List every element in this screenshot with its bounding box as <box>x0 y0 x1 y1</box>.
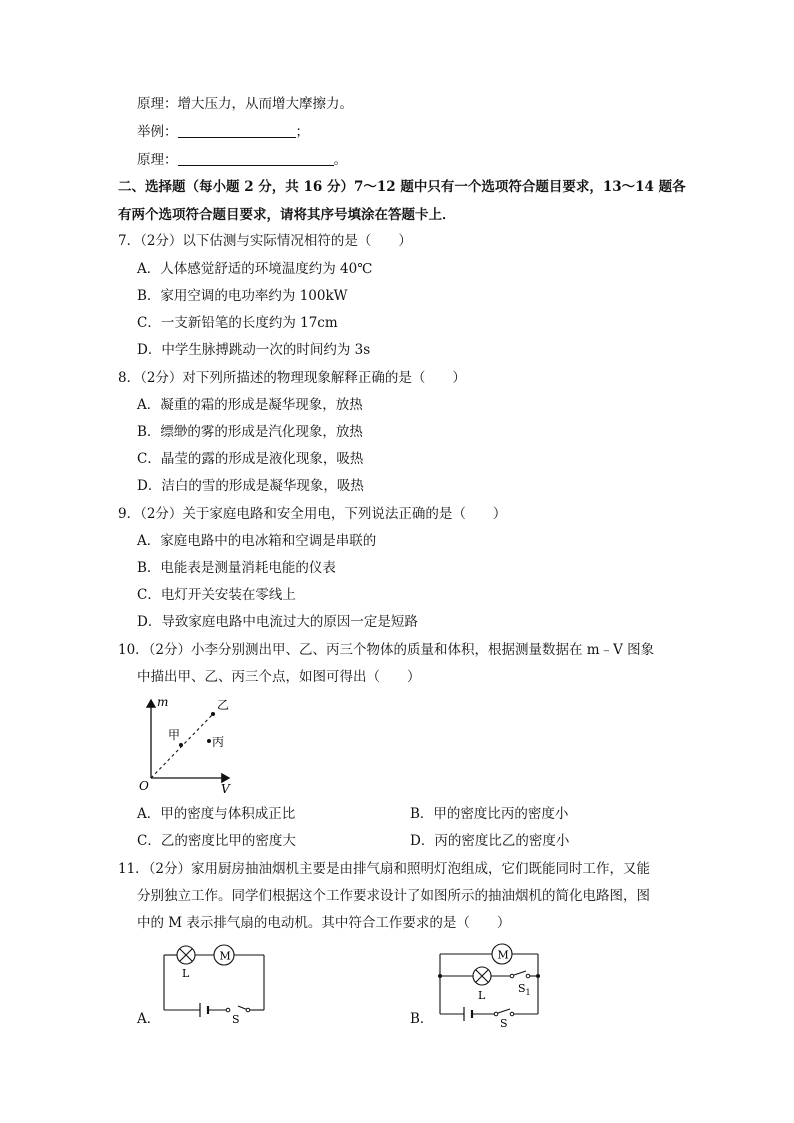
y-axis-label: m <box>157 695 169 709</box>
q7-option-c[interactable]: C．一支新铅笔的长度约为 17cm <box>137 315 338 331</box>
principle-answer-blank[interactable] <box>178 151 334 166</box>
q9-option-d[interactable]: D．导致家庭电路中电流过大的原因一定是短路 <box>137 614 418 630</box>
x-axis-label: V <box>221 782 230 796</box>
q8-option-c[interactable]: C．晶莹的露的形成是液化现象，吸热 <box>137 451 364 467</box>
q11-stem-line-1: 11．（2分）家用厨房抽油烟机主要是由排气扇和照明灯泡组成，它们既能同时工作，又能 <box>118 861 651 877</box>
q9-stem: 9．（2分）关于家庭电路和安全用电，下列说法正确的是（ ） <box>118 506 507 522</box>
point-bing <box>207 739 211 743</box>
circuit-a <box>158 940 270 1024</box>
q11-stem-line-2: 分别独立工作。同学们根据这个工作要求设计了如图所示的抽油烟机的简化电路图，图 <box>137 888 650 904</box>
q10-option-b[interactable]: B．甲的密度比丙的密度小 <box>410 806 569 822</box>
label-bing: 丙 <box>212 735 225 749</box>
origin-label: O <box>139 779 149 793</box>
lamp-icon <box>177 946 195 964</box>
lamp-icon <box>473 967 491 985</box>
battery-icon <box>200 1003 208 1017</box>
switch-contact-icon <box>510 1012 514 1016</box>
junction-dot <box>438 974 442 978</box>
q10-option-d[interactable]: D．丙的密度比乙的密度小 <box>410 833 570 849</box>
q10-option-c[interactable]: C．乙的密度比甲的密度大 <box>137 833 296 849</box>
circuit-b <box>432 938 547 1028</box>
example-line <box>137 123 309 141</box>
motor-label: M <box>219 949 231 963</box>
q10-stem-line-1: 10．（2分）小李分别测出甲、乙、丙三个物体的质量和体积，根据测量数据在 m﹣V 图象 <box>118 642 655 658</box>
q11-stem-line-3: 中的 M 表示排气扇的电动机。其中符合工作要求的是（ ） <box>137 915 511 931</box>
switch-contact-icon <box>226 1008 230 1012</box>
section-heading-line-2: 有两个选项符合题目要求，请将其序号填涂在答题卡上． <box>118 207 456 223</box>
q11-option-b-label[interactable]: B． <box>410 1011 434 1027</box>
point-yi <box>211 712 215 716</box>
switch-contact-icon <box>494 1012 498 1016</box>
lamp-label: L <box>182 967 190 980</box>
switch-contact-icon <box>526 974 530 978</box>
principle-line-2 <box>137 151 347 169</box>
q8-option-b[interactable]: B．缥缈的雾的形成是汽化现象，放热 <box>137 424 363 440</box>
q9-option-b[interactable]: B．电能表是测量消耗电能的仪表 <box>137 560 336 576</box>
q7-option-d[interactable]: D．中学生脉搏跳动一次的时间约为 3s <box>137 342 371 358</box>
label-yi: 乙 <box>217 698 230 712</box>
junction-dot <box>536 974 540 978</box>
principle-label: 原理： <box>137 152 178 168</box>
q7-option-b[interactable]: B．家用空调的电功率约为 100kW <box>137 288 348 304</box>
example-answer-blank[interactable] <box>178 123 296 138</box>
q7-option-a[interactable]: A．人体感觉舒适的环境温度约为 40℃ <box>137 261 373 277</box>
example-label: 举例： <box>137 124 178 140</box>
lamp-label: L <box>478 989 486 1002</box>
section-heading-line-1: 二、选择题（每小题 2 分，共 16 分）7～12 题中只有一个选项符合题目要求，13～14 题各 <box>118 179 686 195</box>
switch-contact-icon <box>510 974 514 978</box>
label-jia: 甲 <box>168 728 181 742</box>
mv-graph <box>135 692 245 802</box>
switch-s-label: S <box>500 1017 508 1028</box>
example-end: ； <box>295 124 309 140</box>
switch-s-label: S <box>232 1013 240 1024</box>
switch-contact-icon <box>246 1008 250 1012</box>
q7-stem: 7．（2分）以下估测与实际情况相符的是（ ） <box>118 233 412 249</box>
switch-s1-label: $S_1$ <box>518 982 531 997</box>
principle-end: 。 <box>333 152 347 168</box>
q10-option-a[interactable]: A．甲的密度与体积成正比 <box>137 806 296 822</box>
q8-stem: 8．（2分）对下列所描述的物理现象解释正确的是（ ） <box>118 370 466 386</box>
principle-line-1: 原理：增大压力，从而增大摩擦力。 <box>137 96 353 112</box>
q10-stem-line-2: 中描出甲、乙、丙三个点，如图可得出（ ） <box>137 669 421 685</box>
q11-option-a-label[interactable]: A． <box>137 1011 161 1027</box>
motor-label: M <box>497 948 509 962</box>
q9-option-c[interactable]: C．电灯开关安装在零线上 <box>137 587 296 603</box>
q9-option-a[interactable]: A．家庭电路中的电冰箱和空调是串联的 <box>137 533 377 549</box>
q8-option-d[interactable]: D．洁白的雪的形成是凝华现象，吸热 <box>137 478 364 494</box>
q8-option-a[interactable]: A．凝重的霜的形成是凝华现象，放热 <box>137 397 363 413</box>
battery-icon <box>464 1007 472 1021</box>
point-jia <box>179 743 183 747</box>
